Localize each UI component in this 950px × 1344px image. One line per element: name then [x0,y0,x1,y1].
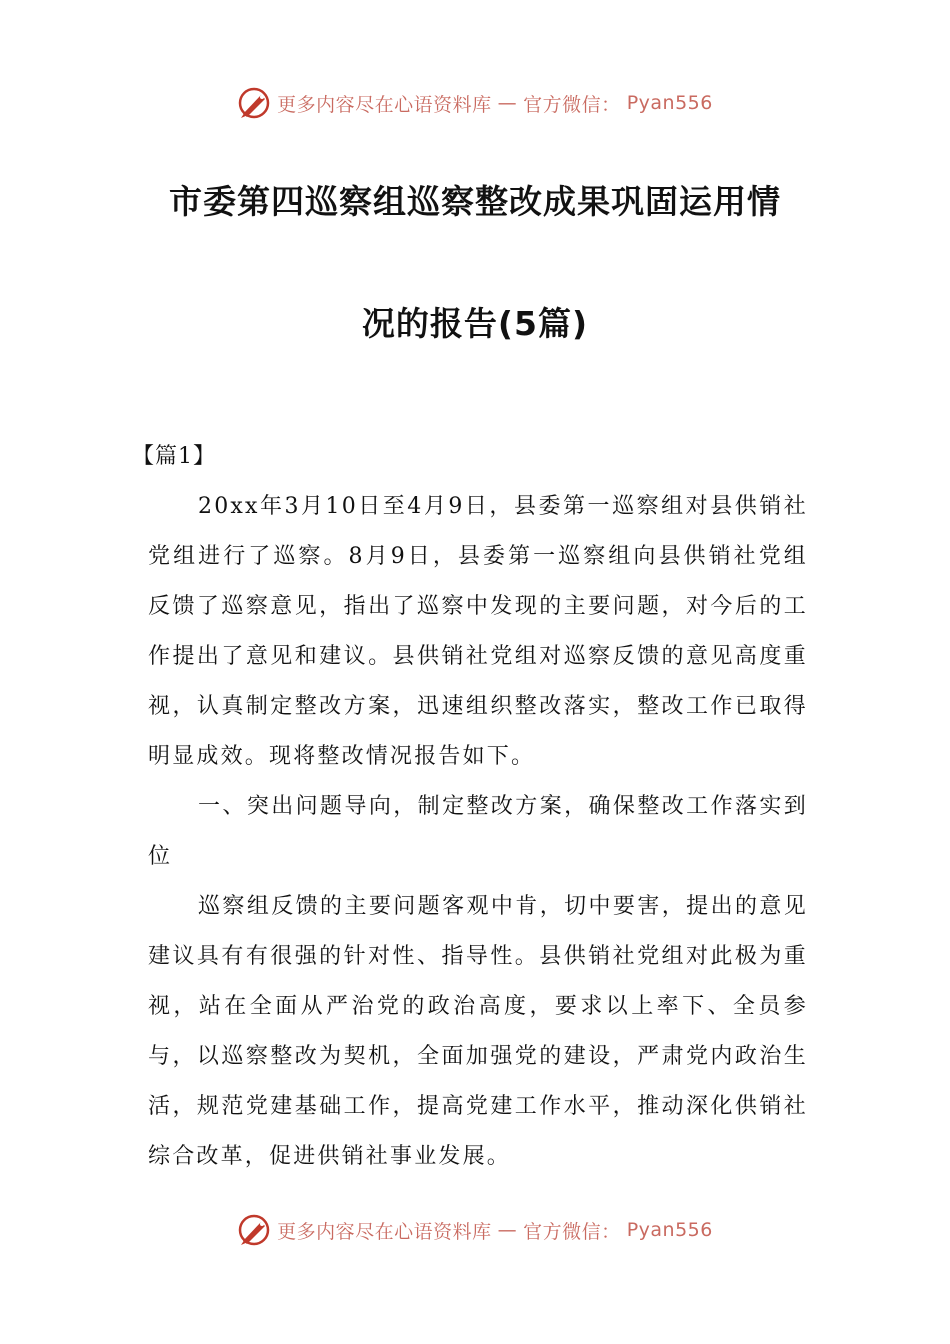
watermark-wechat-id: Pyan556 [626,1219,713,1241]
header-watermark [0,86,950,120]
watermark-wechat-label: 官方微信： [523,1220,621,1243]
watermark-wechat-label: 官方微信： [523,93,621,116]
watermark-separator: — [497,1219,518,1241]
pen-logo-icon [237,86,271,120]
footer-watermark [0,1213,950,1247]
section-label: 【篇1】 [132,444,216,469]
document-title-line1: 市委第四巡察组巡察整改成果巩固运用情 [169,182,781,221]
watermark-wechat-id: Pyan556 [626,92,713,114]
paragraph-intro: 20xx年3月10日至4月9日，县委第一巡察组对县供销社党组进行了巡察。8月9日，县委第一巡察组向县供销社党组反馈了巡察意见，指出了巡察中发现的主要问题，对今后的工作提出了意见和建议。县供销社党组对巡察反馈的意见高度重视，认真制定整改方案，迅速组织整改落实，整改工作已取得明显成效。现将整改情况报告如下。 [148,494,808,769]
pen-logo-icon [237,1213,271,1247]
watermark-text: 更多内容尽在心语资料库 [277,1220,492,1243]
document-title-line2: 况的报告(5篇) [361,304,589,343]
watermark-separator: — [497,92,518,114]
paragraph-heading-one: 一、突出问题导向，制定整改方案，确保整改工作落实到位 [148,794,808,869]
watermark-text: 更多内容尽在心语资料库 [277,93,492,116]
paragraph-body: 巡察组反馈的主要问题客观中肯，切中要害，提出的意见建议具有有很强的针对性、指导性。县供销社党组对此极为重视，站在全面从严治党的政治高度，要求以上率下、全员参与，以巡察整改为契机，全面加强党的建设，严肃党内政治生活，规范党建基础工作，提高党建工作水平，推动深化供销社综合改革，促进供销社事业发展。 [148,894,808,1169]
document-body [132,432,808,1182]
